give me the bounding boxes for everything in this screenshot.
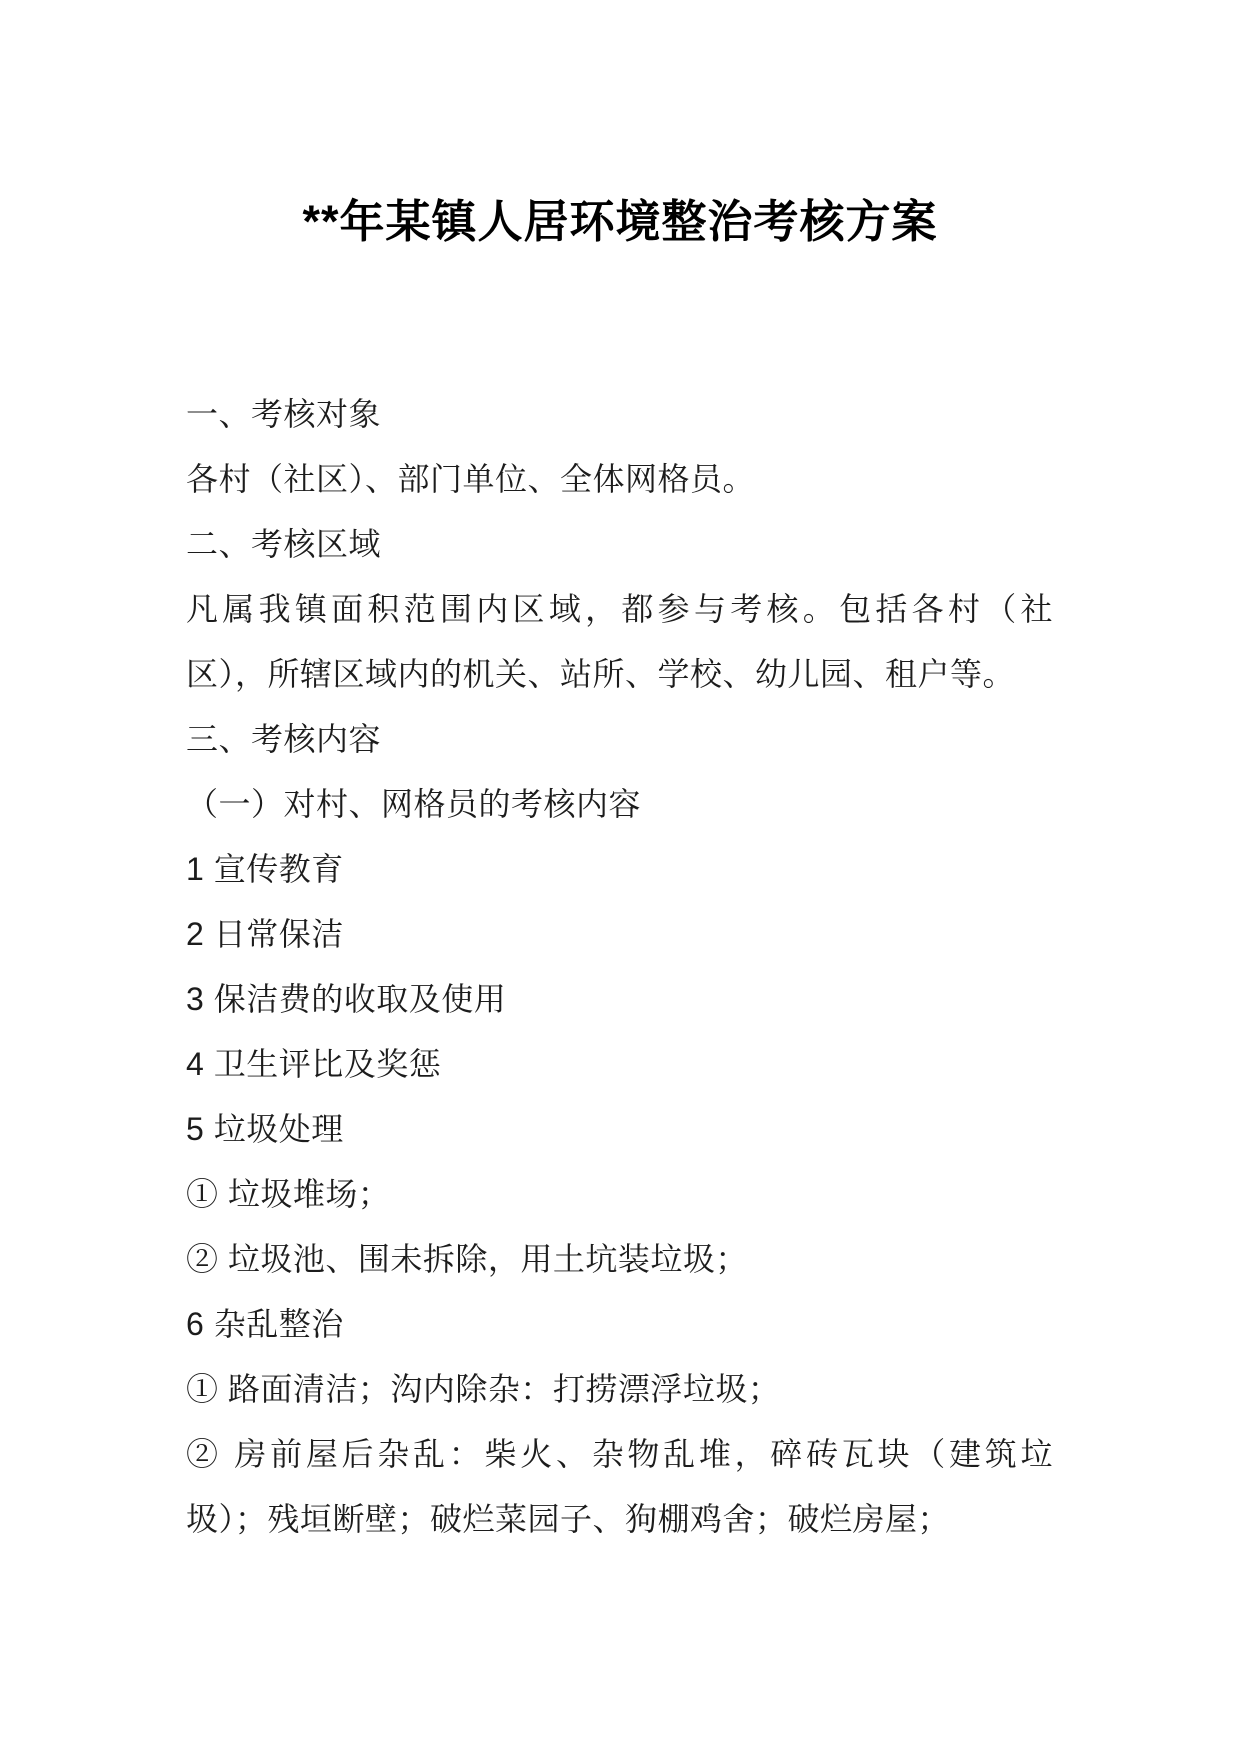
text-line: 各村（社区）、部门单位、全体网格员。: [186, 461, 756, 497]
text-line: 凡属我镇面积范围内区域，都参与考核。包括各村（社: [186, 591, 1053, 627]
document-title: **年某镇人居环境整治考核方案: [302, 196, 938, 247]
sub-item-circled-1: ① 垃圾堆场；: [186, 1176, 391, 1212]
heading-assessment-targets: 一、考核对象: [186, 396, 382, 432]
sub-item-circled-2: ② 垃圾池、围未拆除，用土坑装垃圾；: [186, 1241, 748, 1277]
document-body: [186, 382, 1053, 1552]
list-item-2: 2 日常保洁: [186, 916, 344, 952]
list-item-6: 6 杂乱整治: [186, 1306, 344, 1342]
sub-item-circled-2: ② 房前屋后杂乱：柴火、杂物乱堆，碎砖瓦块（建筑垃: [186, 1436, 1053, 1472]
sub-item-circled-1: ① 路面清洁；沟内除杂：打捞漂浮垃圾；: [186, 1371, 781, 1407]
subheading-village-grid-staff: （一）对村、网格员的考核内容: [186, 786, 642, 822]
list-item-3: 3 保洁费的收取及使用: [186, 981, 507, 1017]
list-item-1: 1 宣传教育: [186, 851, 344, 887]
heading-assessment-region: 二、考核区域: [186, 526, 382, 562]
text-line: 区），所辖区域内的机关、站所、学校、幼儿园、租户等。: [186, 656, 1016, 692]
list-item-4: 4 卫生评比及奖惩: [186, 1046, 442, 1082]
text-line: 圾）；残垣断壁；破烂菜园子、狗棚鸡舍；破烂房屋；: [186, 1501, 951, 1537]
heading-assessment-content: 三、考核内容: [186, 721, 382, 757]
list-item-5: 5 垃圾处理: [186, 1111, 344, 1147]
